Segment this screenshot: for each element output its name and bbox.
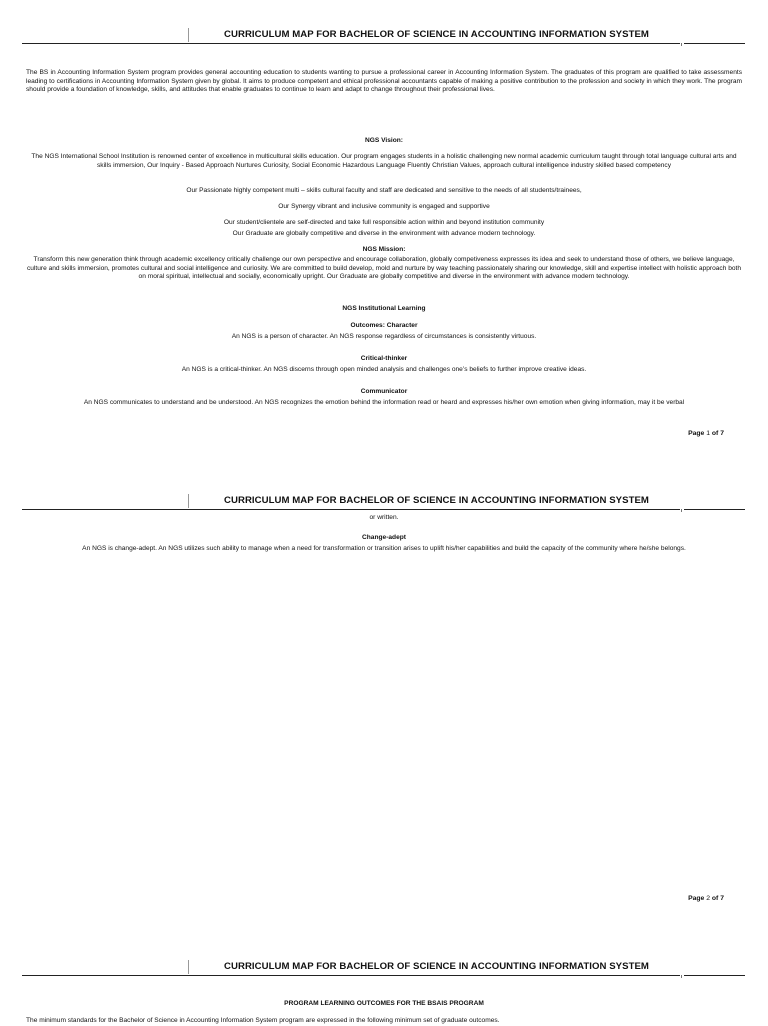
header-title: CURRICULUM MAP FOR BACHELOR OF SCIENCE IN ACCOUNTING INFORMATION SYSTEM	[188, 960, 684, 974]
mission-text: Transform this new generation think through academic excellency critically challenge our own perspective and encourage collaboration, globally competiveness expresses its idea and seek to understand those of others, we believe language, culture and skills immersion, promotes cultural and social intelligence and curiosity. We are committed to build develop, mold and nurture by way teaching passionately sharing our knowledge, skill and expertise intellect with holistic approach both on moral spiritual, intellectual and socially, economically upright. Our Graduate are globally competitive and diverse in the environment with advance modern technology.	[26, 256, 742, 281]
communicator-heading: Communicator	[360, 388, 408, 395]
page-total: of 7	[711, 430, 724, 437]
header-divider	[681, 975, 682, 978]
page-label: Page	[688, 895, 705, 902]
change-text: An NGS is change-adept. An NGS utilizes such ability to manage when a need for transformation or transition arises to uplift his/her capabilities and build the capacity of the community where he/she belongs.	[82, 545, 686, 552]
communicator-text: An NGS communicates to understand and be understood. An NGS recognizes the emotion behind the information read or heard and expresses his/her own emotion when giving information, may it be verbal	[83, 399, 685, 406]
header-rule	[22, 43, 680, 44]
change-heading: Change-adept	[362, 534, 406, 541]
header-rule	[22, 975, 680, 976]
plo-intro: The minimum standards for the Bachelor of Science in Accounting Information System program are expressed in the following minimum set of graduate outcomes.	[26, 1017, 500, 1024]
header-rule-tail	[684, 975, 745, 976]
plo-heading: PROGRAM LEARNING OUTCOMES FOR THE BSAIS PROGRAM	[284, 1000, 484, 1007]
character-text: An NGS is a person of character. An NGS response regardless of circumstances is consistently virtuous.	[231, 333, 537, 340]
page-number	[640, 895, 724, 902]
intro-paragraph: The BS in Accounting Information System program provides general accounting education to students wanting to pursue a professional career in Accounting Information System. The graduates of this program are qualified to take assessments leading to certifications in Accounting Information System given by global. It aims to produce competent and ethical professional accountants capable of making a positive contribution to the profession and society in which they work. The program should provide a foundation of knowledge, skills, and attitudes that enable graduates to continue to learn and adapt to change throughout their professional lives.	[26, 69, 742, 94]
header-rule	[22, 509, 680, 510]
page-current: 1	[706, 430, 711, 437]
outcomes-heading: Outcomes: Character	[350, 322, 418, 329]
vision-line-5: Our Graduate are globally competitive and diverse in the environment with advance modern technology.	[232, 230, 536, 237]
header-rule-tail	[684, 509, 745, 510]
header-divider	[681, 509, 682, 512]
critical-text: An NGS is a critical-thinker. An NGS discerns through open minded analysis and challenges one’s beliefs to further improve creative ideas.	[181, 366, 587, 373]
vision-line-4: Our student/clientele are self-directed and take full responsible action within and beyond institution community	[223, 219, 545, 226]
continued-text: or written.	[369, 514, 399, 521]
page-header	[22, 960, 745, 974]
page-total: of 7	[711, 895, 724, 902]
page-label: Page	[688, 430, 705, 437]
ilo-heading: NGS Institutional Learning	[342, 305, 426, 312]
header-title: CURRICULUM MAP FOR BACHELOR OF SCIENCE IN ACCOUNTING INFORMATION SYSTEM	[188, 494, 684, 508]
vision-text: The NGS International School Institution is renowned center of excellence in multicultural skills education. Our program engages students in a holistic challenging new normal academic curriculum taught through total language cultural arts and skills immersion, Our Inquiry - Based Approach Nurtures Curiosity, Social Economic Hazardous Language Fluently Christian Values, approach cultural intelligence industry skilled based competency	[31, 153, 737, 169]
vision-line-2: Our Passionate highly competent multi – skills cultural faculty and staff are dedicated and sensitive to the needs of all students/trainees,	[186, 187, 582, 194]
header-title: CURRICULUM MAP FOR BACHELOR OF SCIENCE IN ACCOUNTING INFORMATION SYSTEM	[188, 28, 684, 42]
vision-line-3: Our Synergy vibrant and inclusive community is engaged and supportive	[278, 203, 490, 210]
vision-heading: NGS Vision:	[365, 137, 403, 144]
critical-heading: Critical-thinker	[360, 355, 408, 362]
page-current: 2	[706, 895, 711, 902]
page-header	[22, 494, 745, 508]
page-header	[22, 28, 745, 42]
header-rule-tail	[684, 43, 745, 44]
mission-heading: NGS Mission:	[362, 246, 406, 253]
page-number	[640, 430, 724, 437]
header-divider	[681, 43, 682, 46]
